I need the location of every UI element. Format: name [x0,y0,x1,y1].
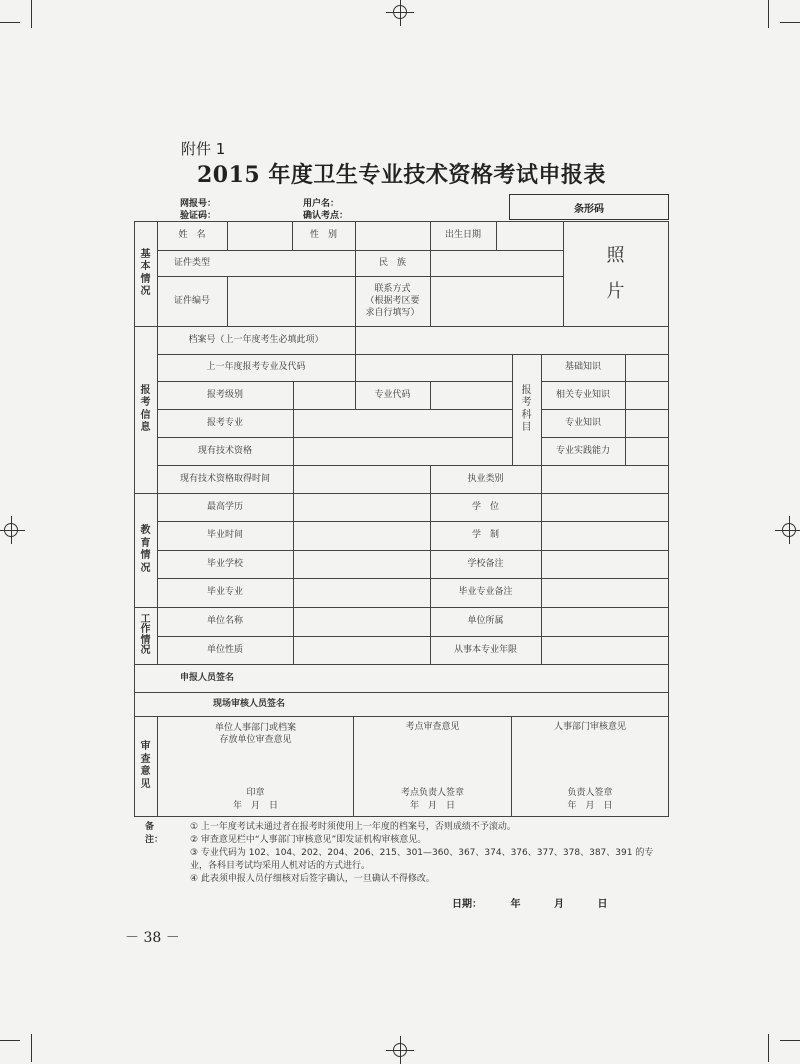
subject-related: 相关专业知识 [555,389,610,400]
registration-mark-icon [779,520,799,540]
review-hr-sign: 负责人签章 [567,787,613,798]
review-site-cell[interactable] [354,717,511,816]
subject-basic-check[interactable] [626,355,667,380]
school-system-label: 学 制 [471,530,499,541]
photo-placeholder[interactable]: 照 片 [606,244,625,302]
barcode-box [509,194,669,220]
exam-major-label: 报考专业 [206,417,243,428]
unit-name-label: 单位名称 [206,616,243,627]
crop-mark [780,22,800,23]
subject-practice: 专业实践能力 [555,445,610,456]
verify-code-label: 验证码： [180,211,217,221]
review-hr-title: 人事部门审核意见 [553,721,626,732]
section-review: 审 查 意 见 [140,741,151,790]
practice-type-field[interactable] [542,466,667,492]
school-note-field[interactable] [542,551,667,577]
unit-belong-field[interactable] [542,608,667,635]
current-title-label: 现有技术资格 [197,445,252,456]
review-site-date: 年 月 日 [409,800,455,811]
note-item: ① 上一年度考试未通过者在报考时须使用上一年度的档案号，否则成绩不予滚动。 [190,822,516,832]
barcode-label: 条形码 [574,203,604,215]
notes-label: 备注： [145,822,164,846]
ethnicity-field[interactable] [431,251,562,275]
highest-education-field[interactable] [294,494,429,520]
crop-mark [0,22,20,23]
archive-number-label: 档案号（上一年度考生必填此项） [188,334,324,345]
subject-related-check[interactable] [626,382,667,408]
crop-mark [768,1034,769,1062]
school-system-field[interactable] [542,522,667,549]
review-unit-date: 年 月 日 [232,800,278,811]
archive-number-field[interactable] [356,327,667,353]
review-unit-cell[interactable] [158,717,353,816]
id-type-label: 证件类型 [173,257,210,268]
major-code-label: 专业代码 [374,389,411,400]
note-item: ④ 此表须申报人员仔细核对后签字确认，一旦确认不得修改。 [190,874,435,885]
subject-practice-check[interactable] [626,438,667,464]
note-item: ② 审查意见栏中“人事部门审核意见”即发证机构审核意见。 [190,835,427,846]
crop-mark [0,1040,20,1041]
gender-field[interactable] [356,222,429,249]
school-note-label: 学校备注 [467,558,504,569]
crop-mark [31,1034,32,1062]
current-title-field[interactable] [294,438,511,464]
registration-mark-icon [390,1040,410,1060]
graduation-major-label: 毕业专业 [206,587,243,598]
date-line: 日期： 年 月 日 [452,899,608,910]
prev-major-label: 上一年度报考专业及代码 [206,362,306,373]
crop-mark [768,0,769,28]
subject-basic: 基础知识 [564,362,601,373]
contact-label: 联系方式 （根据考区要 求自行填写） [365,283,420,319]
review-site-sign: 考点负责人签章 [400,787,464,798]
net-no-label: 网报号： [180,199,217,209]
attachment-label: 附件 1 [181,140,226,158]
notes-list [190,821,670,886]
unit-nature-label: 单位性质 [206,644,243,655]
applicant-signature-field[interactable] [281,665,667,691]
crop-mark [780,1040,800,1041]
highest-education-label: 最高学历 [206,501,243,512]
section-work: 工 作 情 况 [140,613,151,656]
name-field[interactable] [228,222,291,249]
review-hr-date: 年 月 日 [567,800,613,811]
reviewer-signature-field[interactable] [365,693,667,715]
work-years-label: 从事本专业年限 [453,644,517,655]
birth-date-label: 出生日期 [444,230,481,241]
review-site-title: 考点审查意见 [405,721,460,732]
work-years-field[interactable] [542,637,667,663]
section-exam-info: 报 考 信 息 [140,384,151,433]
confirm-site-label: 确认考点： [303,211,349,221]
review-unit-seal: 印章 [246,787,265,798]
review-hr-cell[interactable] [512,717,668,816]
crop-mark [31,0,32,28]
ethnicity-label: 民 族 [378,257,406,268]
page-number: － 38 － [125,930,180,946]
major-code-field[interactable] [431,382,511,408]
graduation-time-field[interactable] [294,522,429,549]
practice-type-label: 执业类别 [467,473,504,484]
applicant-signature-label: 申报人员签名 [179,672,234,683]
note-item: ③ 专业代码为 102、104、202、204、206、215、301—360、367、374、376、377、378、387、391 的专业，各科目考试均采用人机对话的方式进行。 [190,848,654,872]
major-note-field[interactable] [542,579,667,606]
title-time-label: 现有技术资格取得时间 [179,473,270,484]
school-label: 毕业学校 [206,558,243,569]
reviewer-signature-label: 现场审核人员签名 [212,698,285,709]
subject-professional-check[interactable] [626,410,667,436]
birth-date-field[interactable] [497,222,562,249]
contact-field[interactable] [431,277,562,325]
id-type-field[interactable] [228,251,354,275]
unit-belong-label: 单位所属 [467,616,504,627]
exam-major-field[interactable] [294,410,511,436]
username-label: 用户名： [303,199,340,209]
gender-label: 性 别 [309,230,337,241]
section-basic-info: 基 本 情 况 [140,248,151,297]
registration-mark-icon [390,2,410,22]
prev-major-field[interactable] [356,355,511,380]
degree-field[interactable] [542,494,667,520]
form-title: 2015 年度卫生专业技术资格考试申报表 [197,162,606,188]
graduation-time-label: 毕业时间 [206,530,243,541]
exam-level-label: 报考级别 [206,389,243,400]
exam-subjects-label: 报 考 科 目 [521,384,532,433]
degree-label: 学 位 [471,501,499,512]
section-education: 教 育 情 况 [140,525,151,574]
id-number-label: 证件编号 [173,295,210,306]
review-unit-title: 单位人事部门或档案 存放单位审查意见 [214,722,296,745]
id-number-field[interactable] [228,277,354,325]
registration-mark-icon [1,520,21,540]
name-label: 姓 名 [178,230,206,241]
title-time-field[interactable] [294,466,429,492]
subject-professional: 专业知识 [564,417,601,428]
major-note-label: 毕业专业备注 [458,587,513,598]
unit-nature-field[interactable] [294,637,429,663]
unit-name-field[interactable] [294,608,429,635]
exam-level-field[interactable] [294,382,354,408]
school-field[interactable] [294,551,429,577]
graduation-major-field[interactable] [294,579,429,606]
